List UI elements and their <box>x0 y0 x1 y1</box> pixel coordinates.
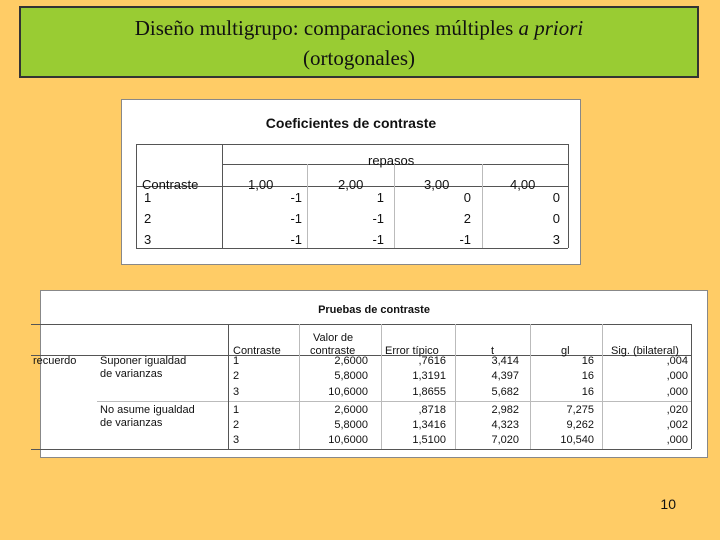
group-label: No asume igualdad <box>100 404 195 416</box>
table-cell: 1,8655 <box>412 386 446 398</box>
column-header: 3,00 <box>424 177 450 192</box>
row-label: 1 <box>144 190 152 205</box>
table-cell: -1 <box>372 232 384 247</box>
table-cell: 1,3416 <box>412 419 446 431</box>
table-cell: 5,682 <box>491 386 519 398</box>
table-cell: ,004 <box>666 355 688 367</box>
table-rule-right <box>691 324 692 449</box>
table-col-rule <box>394 164 395 248</box>
column-header: 2,00 <box>338 177 364 192</box>
row-label: 2 <box>144 211 152 226</box>
table-col-rule <box>299 324 300 449</box>
header-contraste: Contraste <box>233 345 281 357</box>
table-cell: ,000 <box>666 370 688 382</box>
table-cell: 1 <box>233 355 240 367</box>
table-cell: 2,6000 <box>334 355 368 367</box>
table-cell: 10,6000 <box>328 386 368 398</box>
variable-label: recuerdo <box>33 355 77 367</box>
table-cell: ,000 <box>666 434 688 446</box>
header-valor: Valor de <box>313 332 354 344</box>
table-cell: 3,414 <box>491 355 519 367</box>
table-cell: 1,5100 <box>412 434 446 446</box>
table-cell: 2 <box>233 370 240 382</box>
table-cell: 2,6000 <box>334 404 368 416</box>
table-cell: ,7616 <box>418 355 446 367</box>
table-cell: 2 <box>233 419 240 431</box>
title-text: Diseño multigrupo: comparaciones múltiples <box>134 16 519 40</box>
group-label: de varianzas <box>100 417 163 429</box>
table-cell: ,000 <box>666 386 688 398</box>
table-cell: 9,262 <box>566 419 594 431</box>
table-cell: 3 <box>552 232 560 247</box>
table-col-rule <box>482 164 483 248</box>
table-cell: 10,540 <box>560 434 594 446</box>
header-gl: gl <box>561 345 570 357</box>
header-t: t <box>491 345 495 357</box>
table-col-rule <box>307 164 308 248</box>
table-cell: 5,8000 <box>334 370 368 382</box>
coefficients-table-title: Coeficientes de contraste <box>265 115 437 131</box>
table-rule-stub <box>222 144 223 248</box>
table-rule-bottom <box>31 449 691 450</box>
tests-table-title: Pruebas de contraste <box>318 304 430 316</box>
table-col-rule <box>228 324 229 449</box>
table-cell: 4,397 <box>491 370 519 382</box>
row-header: Contraste <box>142 177 199 192</box>
table-cell: 2 <box>463 211 471 226</box>
table-rule-right <box>568 144 569 248</box>
table-cell: 1 <box>376 190 384 205</box>
table-cell: 7,275 <box>566 404 594 416</box>
table-cell: -1 <box>290 211 302 226</box>
table-cell: 3 <box>233 434 240 446</box>
table-cell: 3 <box>233 386 240 398</box>
table-cell: 1,3191 <box>412 370 446 382</box>
table-rule-left <box>136 144 137 248</box>
table-cell: -1 <box>459 232 471 247</box>
slide-title <box>19 6 699 78</box>
table-cell: 1 <box>233 404 240 416</box>
header-error: Error típico <box>385 345 439 357</box>
group-header: repasos <box>368 153 415 168</box>
table-rule-bottom <box>136 248 568 249</box>
table-cell: 16 <box>581 355 594 367</box>
group-label: de varianzas <box>100 368 163 380</box>
table-rule-top <box>136 144 568 145</box>
table-cell: 5,8000 <box>334 419 368 431</box>
table-cell: 2,982 <box>491 404 519 416</box>
table-cell: -1 <box>290 232 302 247</box>
table-cell: 0 <box>552 211 560 226</box>
table-cell: ,020 <box>666 404 688 416</box>
page-number: 10 <box>660 496 676 512</box>
table-cell: -1 <box>290 190 302 205</box>
table-cell: ,002 <box>666 419 688 431</box>
table-cell: -1 <box>372 211 384 226</box>
title-italic: a priori <box>518 16 584 40</box>
column-header: 1,00 <box>248 177 274 192</box>
table-cell: 0 <box>552 190 560 205</box>
table-cell: 4,323 <box>491 419 519 431</box>
contrast-tests-panel <box>33 290 708 458</box>
title-line2: (ortogonales) <box>303 46 415 70</box>
column-header: 4,00 <box>510 177 536 192</box>
group-label: Suponer igualdad <box>100 355 187 367</box>
table-cell: 16 <box>581 386 594 398</box>
header-valor-2: contraste <box>310 345 356 357</box>
row-label: 3 <box>144 232 152 247</box>
table-cell: 10,6000 <box>328 434 368 446</box>
table-cell: 16 <box>581 370 594 382</box>
table-cell: 0 <box>463 190 471 205</box>
header-sig: Sig. (bilateral) <box>611 345 679 357</box>
table-cell: 7,020 <box>491 434 519 446</box>
table-rule-top <box>31 324 691 325</box>
table-cell: ,8718 <box>418 404 446 416</box>
coefficients-table-panel <box>121 99 581 265</box>
